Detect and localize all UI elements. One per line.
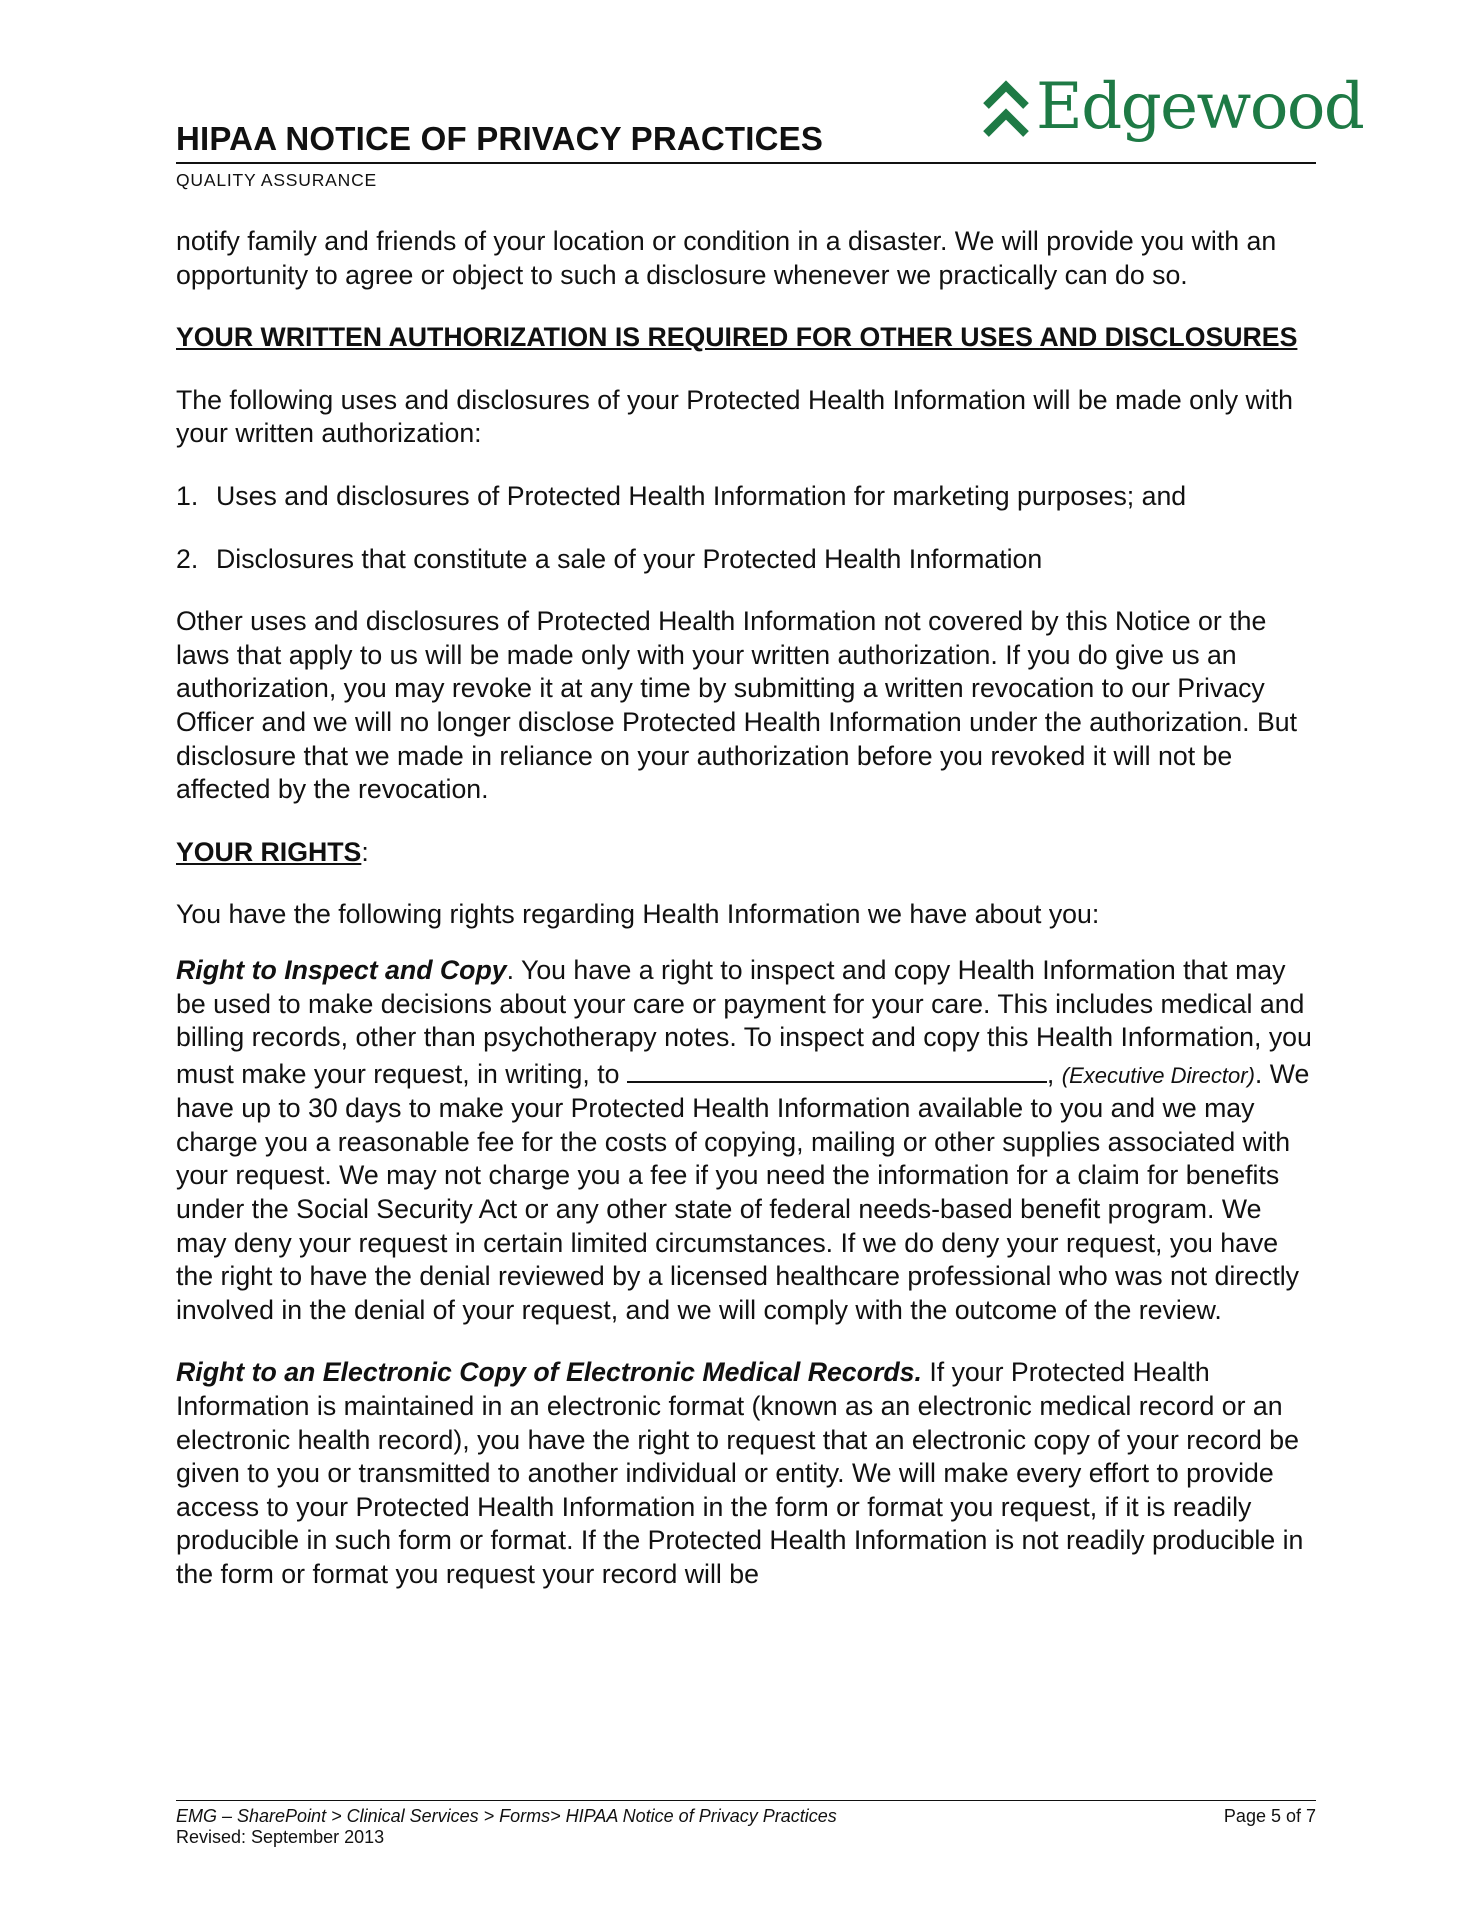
list-item [176,480,1316,514]
list-item [176,543,1316,577]
blank-comma: , [1046,1058,1062,1089]
electronic-copy-title: Right to an Electronic Copy of Electronic Medical Records. [176,1357,922,1388]
heading-your-rights: YOUR RIGHTS [176,836,362,867]
footer-divider [176,1800,1316,1801]
list-item-text: Uses and disclosures of Protected Health Information for marketing purposes; and [216,480,1187,511]
page-number: Page 5 of 7 [1223,1806,1316,1826]
document-subtitle: QUALITY ASSURANCE [176,170,377,190]
executive-director-blank [627,1055,1047,1083]
footer-path: EMG – SharePoint > Clinical Services > Forms> HIPAA Notice of Privacy Practices [176,1806,837,1826]
revision-date: Revised: September 2013 [176,1827,385,1847]
list-item-text: Disclosures that constitute a sale of your Protected Health Information [216,543,1043,574]
executive-director-label: (Executive Director) [1061,1062,1255,1088]
heading-colon: : [361,836,369,867]
list-item-number: 1. [176,480,199,511]
document-title: HIPAA NOTICE OF PRIVACY PRACTICES [176,120,824,157]
right-to-inspect-title: Right to Inspect and Copy [176,954,507,985]
right-to-inspect-text: . You have a right to inspect and copy Health Information that may be used to make decisions about your care or payment for your care. This includes medical and billing records, other than psychotherapy notes. To inspect and copy this Health Information, you must make your request, in writing, to [176,954,1312,1089]
heading-your-rights-line [176,836,1316,870]
document-body [176,225,1316,1592]
paragraph-right-to-inspect [176,954,1316,1328]
right-to-inspect-text-continued: . We have up to 30 days to make your Protected Health Information available to you and we may charge you a reasonable fee for the costs of copying, mailing or other supplies associated with your request. We may not charge you a fee if you need the information for a claim for benefits under the Social Security Act or any other state of federal needs-based benefit program. We may deny your request in certain limited circumstances. If we do deny your request, you have the right to have the denial reviewed by a licensed healthcare professional who was not directly involved in the denial of your request, and we will comply with the outcome of the review. [176,1058,1310,1325]
list-item-number: 2. [176,543,199,574]
paragraph-electronic-copy [176,1356,1316,1591]
logo-wordmark: Edgewood [1036,70,1364,144]
paragraph-other-uses: Other uses and disclosures of Protected Health Information not covered by this Notice or the laws that apply to us will be made only with your written authorization. If you do give us an authorization, you may revoke it at any time by submitting a written revocation to our Privacy Officer and we will no longer disclose Protected Health Information under the authorization. But disclosure that we made in reliance on your authorization before you revoked it will not be affected by the revocation. [176,606,1298,805]
header-divider [176,162,1316,164]
edgewood-logo [980,68,1364,158]
paragraph-following-uses: The following uses and disclosures of your Protected Health Information will be made only with your written authorization: [176,384,1293,449]
paragraph-rights-intro: You have the following rights regarding Health Information we have about you: [176,899,1100,930]
electronic-copy-text: If your Protected Health Information is maintained in an electronic format (known as an electronic medical record or an electronic health record), you have the right to request that an electronic copy of your record be given to you or transmitted to another individual or entity. We will make every effort to provide access to your Protected Health Information in the form or format you request, if it is readily producible in such form or format. If the Protected Health Information is not readily producible in the form or format you request your record will be [176,1357,1304,1589]
page-header [176,62,1364,192]
chevron-up-icon [980,76,1032,144]
paragraph-disaster: notify family and friends of your location or condition in a disaster. We will provide you with an opportunity to agree or object to such a disclosure whenever we practically can do so. [176,226,1277,290]
heading-written-authorization: YOUR WRITTEN AUTHORIZATION IS REQUIRED FOR OTHER USES AND DISCLOSURES [176,322,1298,353]
